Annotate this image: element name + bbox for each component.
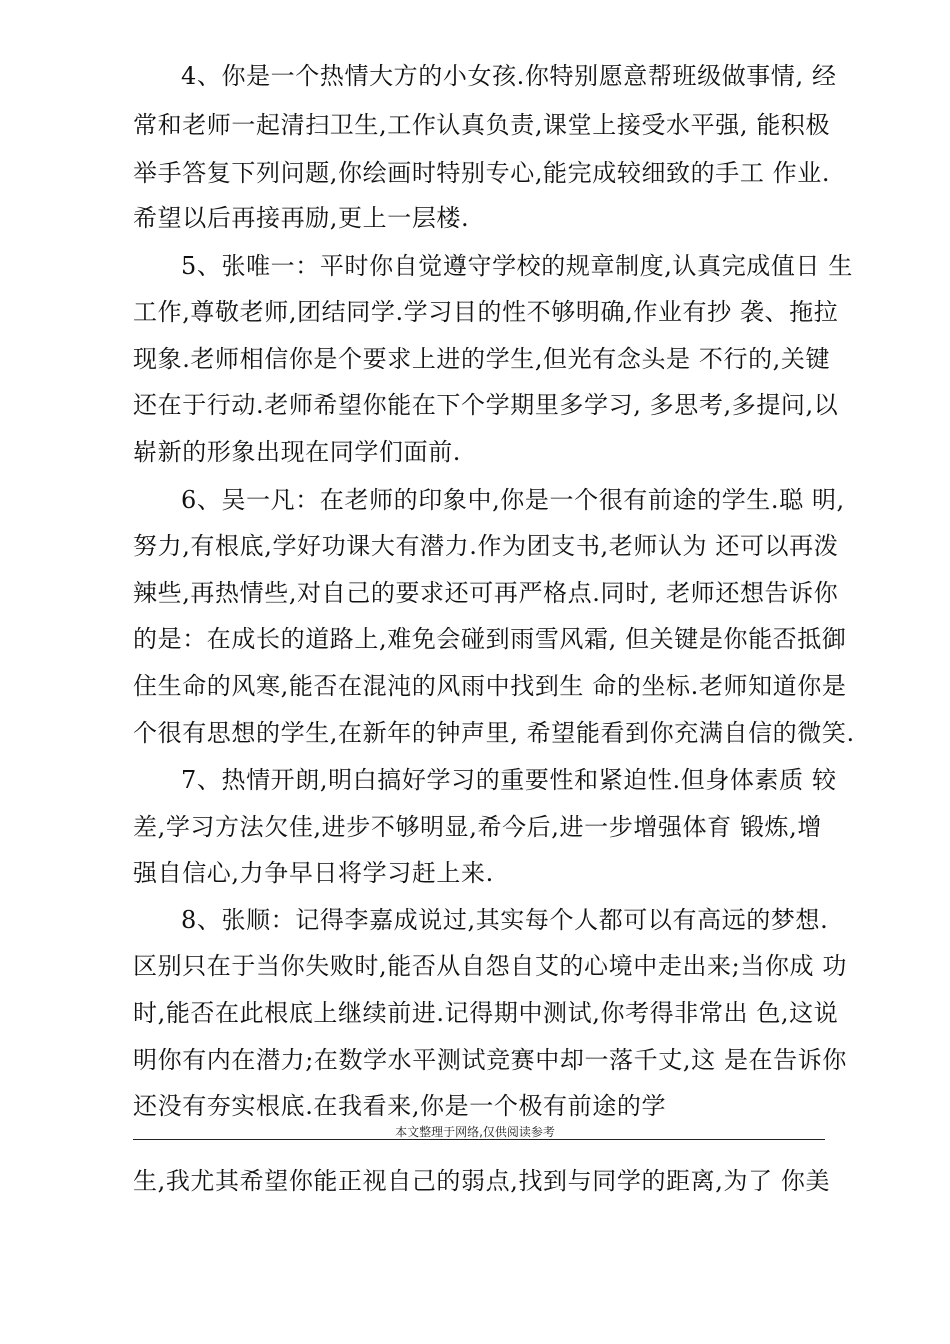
paragraph-line: 努力,有根底,学好功课大有潜力.作为团支书,老师认为 还可以再泼: [133, 532, 839, 560]
paragraph-line: 崭新的形象出现在同学们面前.: [133, 438, 462, 466]
paragraph-line: 常和老师一起清扫卫生,工作认真负责,课堂上接受水平强, 能积极: [133, 111, 831, 139]
paragraph-line: 7、热情开朗,明白搞好学习的重要性和紧迫性.但身体素质 较: [181, 766, 837, 794]
paragraph-line: 住生命的风寒,能否在混沌的风雨中找到生 命的坐标.老师知道你是: [133, 672, 847, 700]
paragraph-line: 的是：在成长的道路上,难免会碰到雨雪风霜, 但关键是你能否抵御: [133, 625, 847, 653]
paragraph-line: 工作,尊敬老师,团结同学.学习目的性不够明确,作业有抄 袭、拖拉: [133, 298, 839, 326]
paragraph-line: 时,能否在此根底上继续前进.记得期中测试,你考得非常出 色,这说: [133, 999, 839, 1027]
paragraph-line: 还在于行动.老师希望你能在下个学期里多学习, 多思考,多提问,以: [133, 391, 839, 419]
paragraph-line: 明你有内在潜力;在数学水平测试竞赛中却一落千丈,这 是在告诉你: [133, 1046, 847, 1074]
paragraph-line: 个很有思想的学生,在新年的钟声里, 希望能看到你充满自信的微笑.: [133, 719, 855, 747]
continuation-line: 生,我尤其希望你能正视自己的弱点,找到与同学的距离,为了 你美: [133, 1167, 831, 1195]
paragraph-line: 5、张唯一：平时你自觉遵守学校的规章制度,认真完成值日 生: [181, 252, 853, 280]
paragraph-line: 8、张顺：记得李嘉成说过,其实每个人都可以有高远的梦想.: [181, 906, 829, 934]
footer-divider: [133, 1139, 825, 1140]
paragraph-line: 区别只在于当你失败时,能否从自怨自艾的心境中走出来;当你成 功: [133, 952, 847, 980]
paragraph-line: 差,学习方法欠佳,进步不够明显,希今后,进一步增强体育 锻炼,增: [133, 813, 822, 841]
paragraph-line: 4、你是一个热情大方的小女孩.你特别愿意帮班级做事情, 经: [181, 62, 837, 90]
paragraph-line: 辣些,再热情些,对自己的要求还可再严格点.同时, 老师还想告诉你: [133, 579, 839, 607]
paragraph-line: 希望以后再接再励,更上一层楼.: [133, 204, 470, 232]
paragraph-line: 强自信心,力争早日将学习赶上来.: [133, 859, 494, 887]
paragraph-line: 举手答复下列问题,你绘画时特别专心,能完成较细致的手工 作业.: [133, 159, 831, 187]
paragraph-line: 6、吴一凡：在老师的印象中,你是一个很有前途的学生.聪 明,: [181, 486, 845, 514]
paragraph-line: 现象.老师相信你是个要求上进的学生,但光有念头是 不行的,关键: [133, 345, 831, 373]
footer-note: 本文整理于网络,仅供阅读参考: [395, 1125, 555, 1139]
paragraph-line: 还没有夯实根底.在我看来,你是一个极有前途的学: [133, 1092, 667, 1120]
